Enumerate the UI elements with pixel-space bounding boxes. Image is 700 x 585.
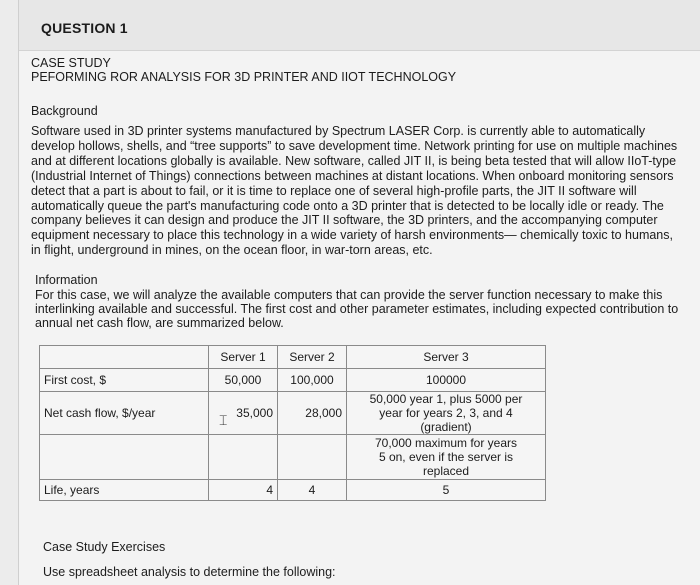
max-cash-line: 70,000 maximum for years bbox=[374, 436, 518, 450]
table-row bbox=[40, 369, 546, 392]
table-row bbox=[40, 435, 546, 480]
information-paragraph: For this case, we will analyze the available computers that can provide the server function necessary to make this interlinking available and successful. The first cost and other parameter estimates, including expected contribution to annual net cash flow, are summarized below. bbox=[35, 288, 679, 330]
net-cash-server-3-line: year for years 2, 3, and 4 bbox=[379, 406, 513, 420]
information-heading: Information bbox=[35, 273, 98, 287]
header-empty-cell bbox=[40, 346, 209, 369]
table-row bbox=[40, 480, 546, 501]
first-cost-label: First cost, $ bbox=[40, 369, 209, 392]
net-cash-server-3 bbox=[347, 392, 546, 435]
life-label: Life, years bbox=[40, 480, 209, 501]
case-study-label: CASE STUDY bbox=[31, 56, 111, 70]
table-row bbox=[40, 392, 546, 435]
text-cursor-icon: ⌶ bbox=[219, 412, 228, 428]
exercises-heading: Case Study Exercises bbox=[43, 540, 166, 554]
life-server-3: 5 bbox=[347, 480, 546, 501]
net-cash-server-3-line: (gradient) bbox=[420, 420, 472, 434]
life-server-1: 4 bbox=[209, 480, 278, 501]
max-cash-server-3 bbox=[347, 435, 546, 480]
server-estimates-table bbox=[39, 345, 546, 501]
blank-cell bbox=[209, 435, 278, 480]
question-title: QUESTION 1 bbox=[41, 20, 128, 36]
first-cost-server-3: 100000 bbox=[347, 369, 546, 392]
header-server-1: Server 1 bbox=[209, 346, 278, 369]
max-cash-line: 5 on, even if the server is bbox=[378, 450, 514, 464]
question-header bbox=[19, 0, 700, 51]
background-heading: Background bbox=[31, 104, 98, 118]
background-paragraph: Software used in 3D printer systems manufactured by Spectrum LASER Corp. is currently able to automatically develop hollows, shells, and “tree supports” to save development time. Network printing for use on multiple machines and at different locations globally is available. New software, called JIT II, is being beta tested that will allow IIoT-type (Industrial Internet of Things) connections between machines at distant locations. When onboard monitoring sensors detect that a part is about to fail, or it is time to replace one of several high-profile parts, the JIT II software will automatically queue the part's manufacturing code onto a 3D printer that is detected to be locally idle or ready. The company believes it can design and produce the JIT II software, the 3D printers, and the accompanying computer equipment necessary to place this technology in a wide variety of harsh environments— chemically toxic to humans, in flight, underground in mines, on the ocean floor, in war-torn areas, etc. bbox=[31, 124, 678, 258]
case-study-title: PEFORMING ROR ANALYSIS FOR 3D PRINTER AND IIOT TECHNOLOGY bbox=[31, 70, 457, 84]
first-cost-server-1: 50,000 bbox=[209, 369, 278, 392]
first-cost-server-2: 100,000 bbox=[278, 369, 347, 392]
net-cash-server-3-line: 50,000 year 1, plus 5000 per bbox=[369, 392, 523, 406]
blank-cell bbox=[40, 435, 209, 480]
blank-cell bbox=[278, 435, 347, 480]
net-cash-server-2: 28,000 bbox=[278, 392, 347, 435]
header-server-3: Server 3 bbox=[347, 346, 546, 369]
max-cash-line: replaced bbox=[422, 464, 470, 478]
net-cash-label: Net cash flow, $/year bbox=[40, 392, 209, 435]
exercises-instruction: Use spreadsheet analysis to determine the following: bbox=[43, 565, 336, 579]
table-header-row bbox=[40, 346, 546, 369]
life-server-2: 4 bbox=[278, 480, 347, 501]
header-server-2: Server 2 bbox=[278, 346, 347, 369]
net-cash-server-1: 35,000 bbox=[209, 392, 278, 435]
document-page bbox=[18, 0, 700, 585]
